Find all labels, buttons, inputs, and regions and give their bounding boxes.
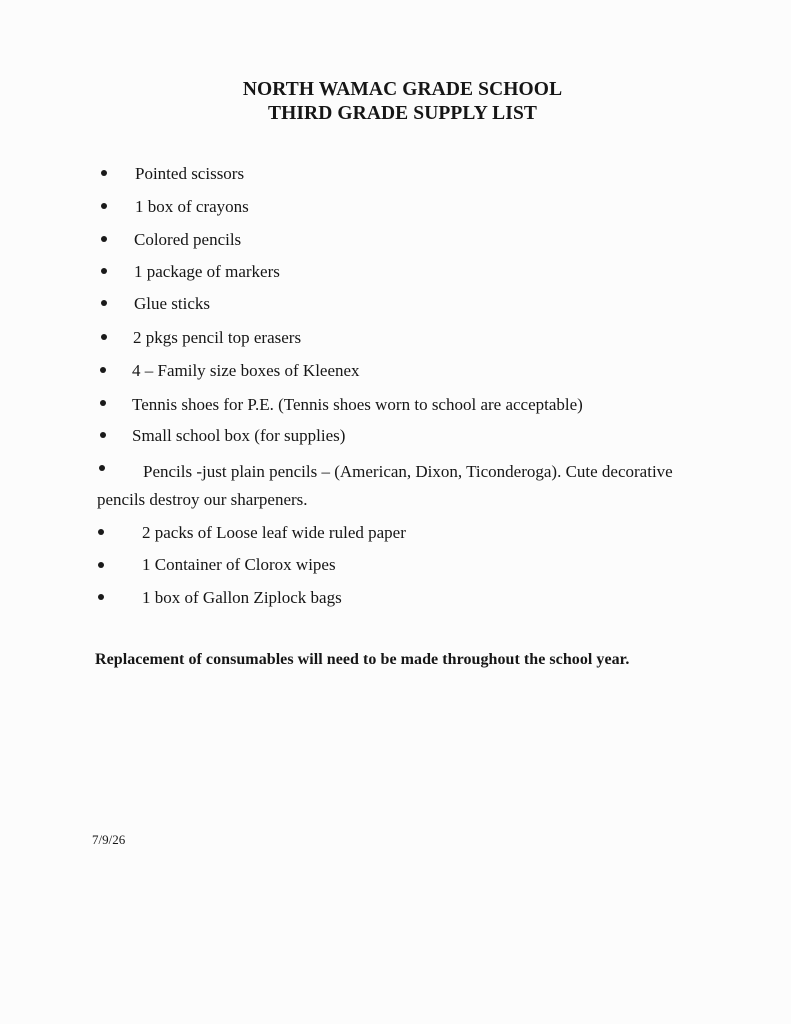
bullet-icon	[101, 203, 107, 209]
document-date: 7/9/26	[92, 832, 126, 847]
bullet-icon	[100, 400, 106, 406]
bullet-icon	[101, 300, 107, 306]
list-title: THIRD GRADE SUPPLY LIST	[267, 103, 538, 124]
list-item-text: 1 package of markers	[134, 262, 280, 281]
school-name: NORTH WAMAC GRADE SCHOOL	[242, 79, 563, 100]
bullet-icon	[100, 367, 106, 373]
bullet-icon	[101, 334, 107, 340]
list-item-text: 1 box of Gallon Ziplock bags	[142, 588, 342, 607]
replacement-note: Replacement of consumables will need to be made throughout the school year.	[95, 651, 630, 668]
list-item-text: Colored pencils	[134, 230, 242, 249]
document-header	[200, 78, 605, 126]
bullet-icon	[101, 236, 107, 242]
list-item-text: Pointed scissors	[135, 164, 245, 183]
bullet-icon	[98, 529, 104, 535]
bullet-icon	[98, 562, 104, 568]
bullet-icon	[100, 432, 106, 438]
bullet-icon	[101, 170, 107, 176]
list-item-text: Small school box (for supplies)	[132, 426, 346, 445]
bullet-icon	[101, 268, 107, 274]
bullet-icon	[98, 594, 104, 600]
list-item-text: Glue sticks	[134, 294, 211, 313]
list-item-text: 1 Container of Clorox wipes	[142, 555, 336, 574]
list-item-text: Pencils -just plain pencils – (American, Dixon, Ticonderoga). Cute decorative pencils destroy our sharpeners.	[97, 462, 673, 509]
list-item-text: 4 – Family size boxes of Kleenex	[132, 361, 360, 380]
list-item-text: 2 packs of Loose leaf wide ruled paper	[142, 523, 406, 542]
list-item-text: 1 box of crayons	[135, 197, 249, 216]
list-item-text: 2 pkgs pencil top erasers	[133, 328, 302, 347]
list-item-text: Tennis shoes for P.E. (Tennis shoes worn to school are acceptable)	[132, 395, 583, 414]
